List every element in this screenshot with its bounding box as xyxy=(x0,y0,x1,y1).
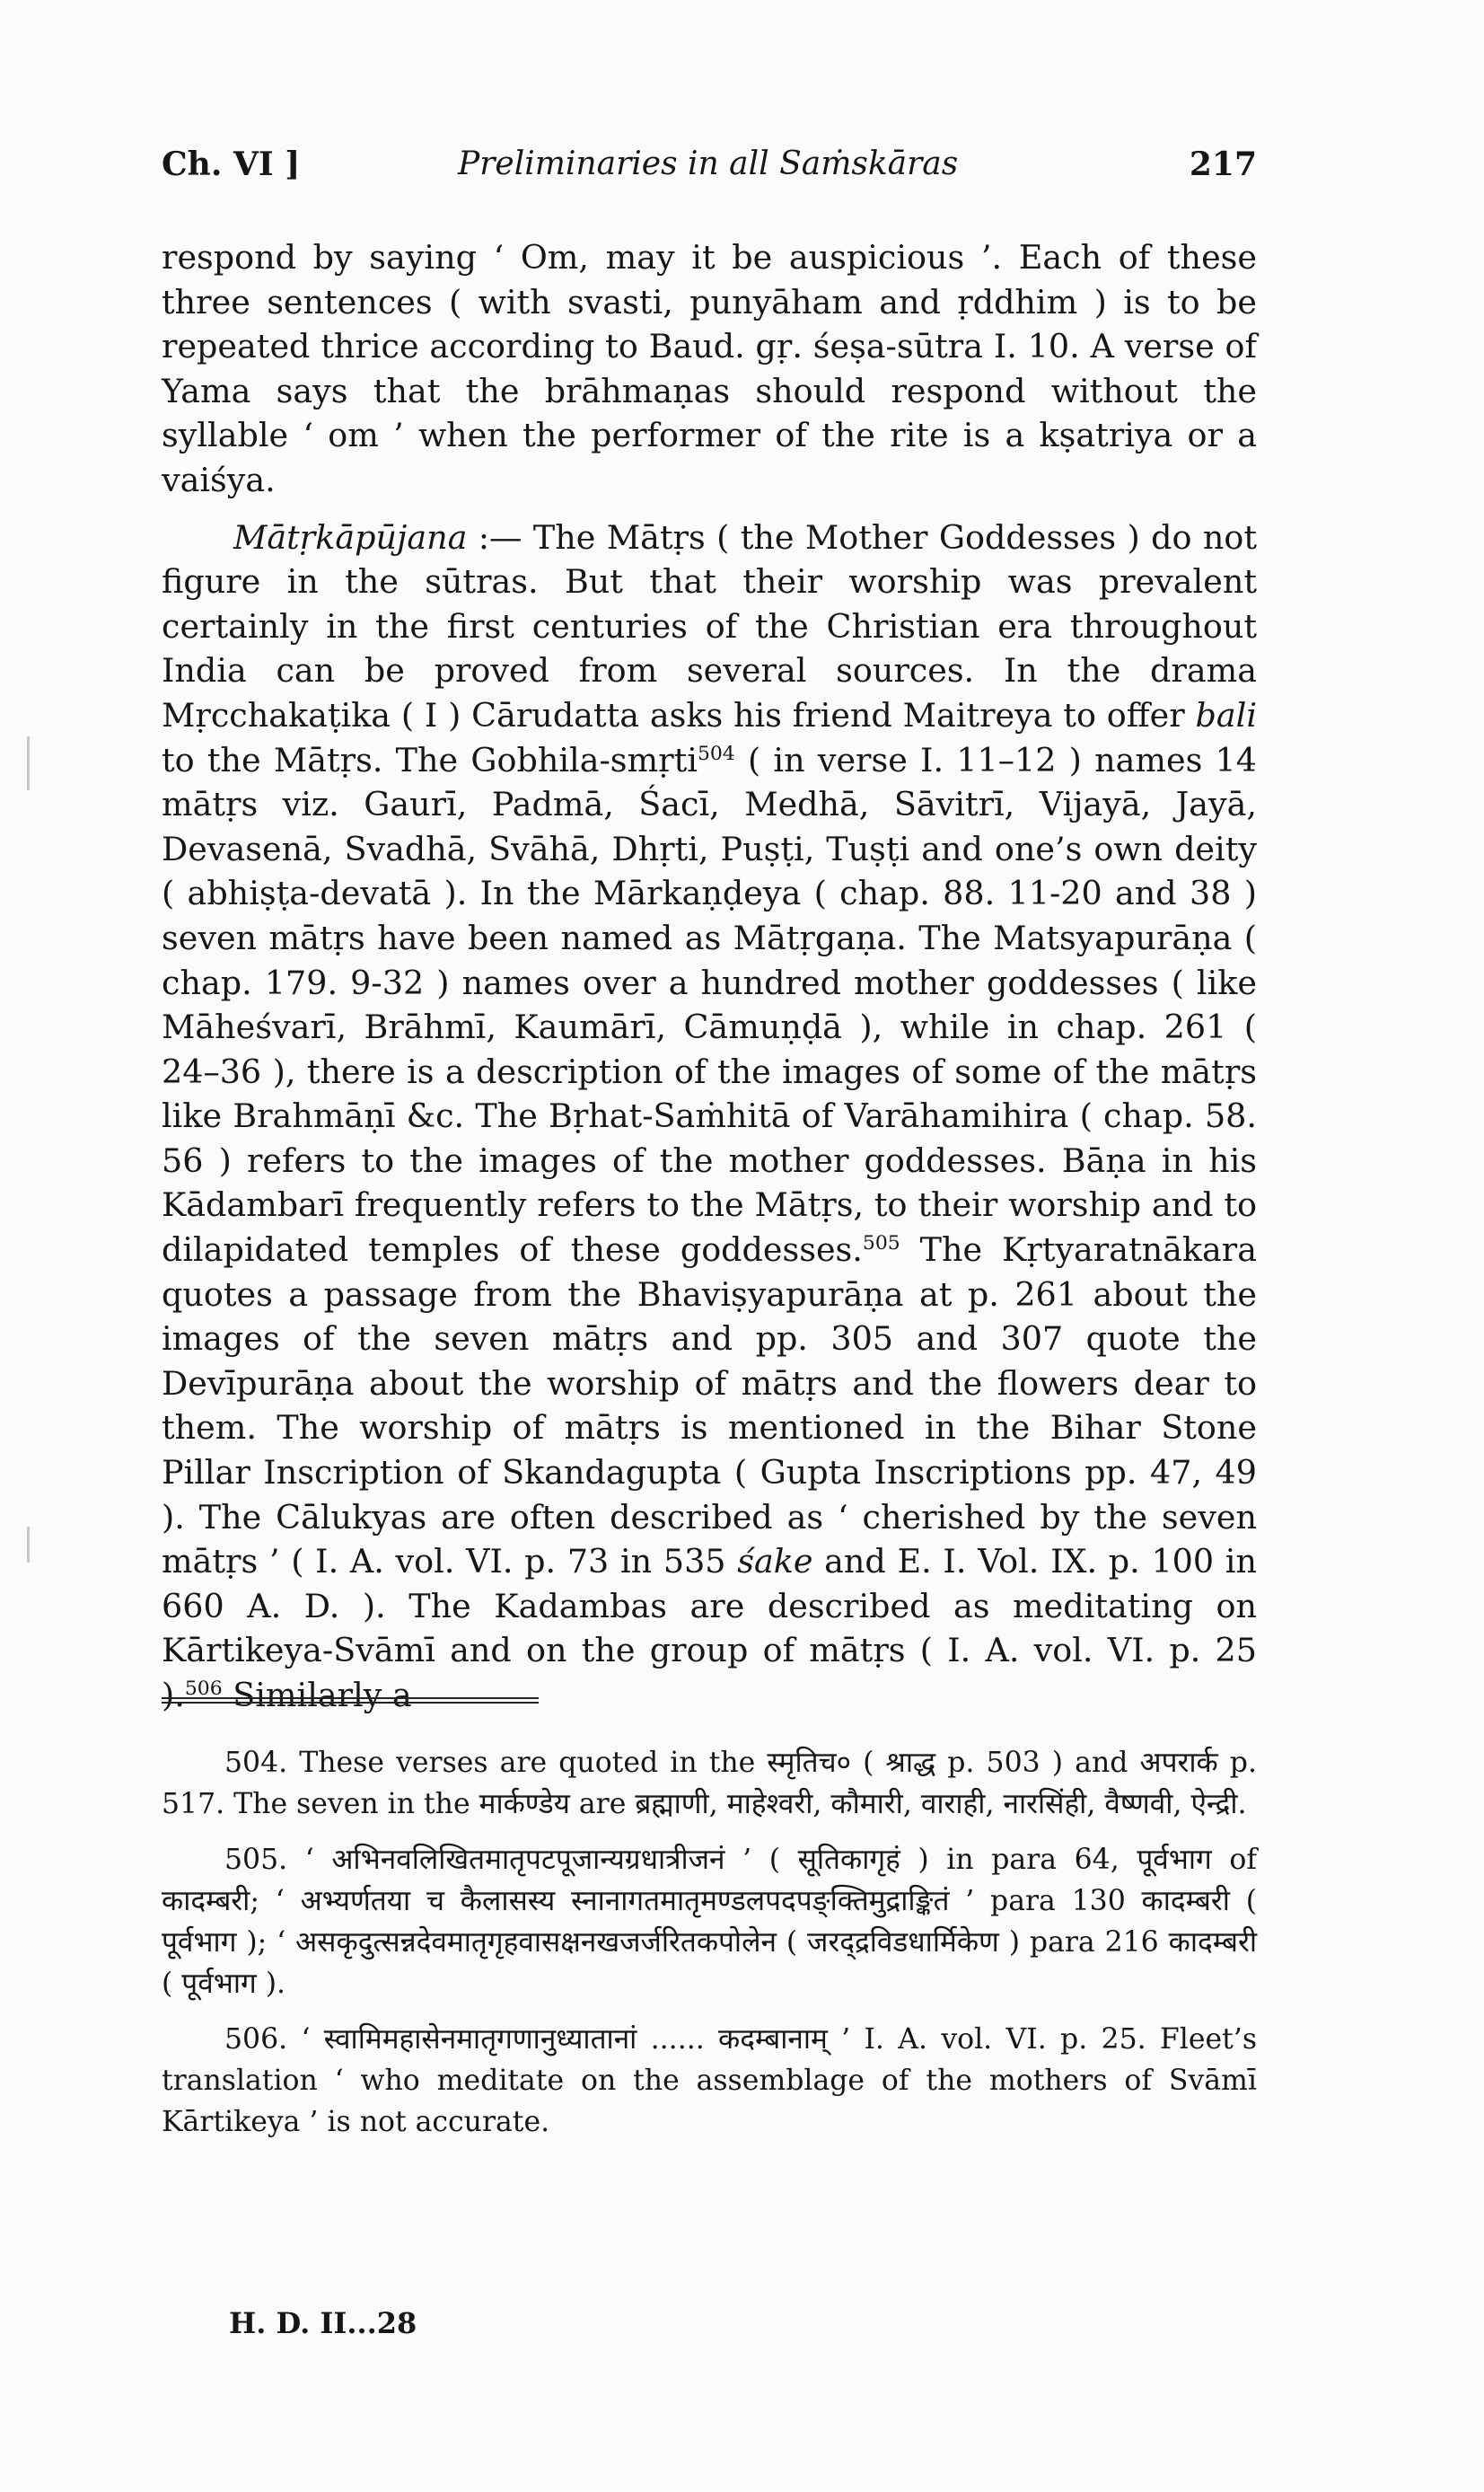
page-number: 217 xyxy=(1189,145,1257,183)
term-bali: bali xyxy=(1195,695,1257,735)
footnote-506: 506. ‘ स्वामिमहासेनमातृगणानुध्यातानां ...... कदम्बानाम् ’ I. A. vol. VI. p. 25. Fleet’s translation ‘ who meditate on the assemblage of the mothers of Svāmī Kārtikeya ’ is not accurate. xyxy=(162,2023,1257,2138)
text-run: to the Mātṛs. The Gobhila-smṛti xyxy=(162,740,698,779)
term-sake: śake xyxy=(737,1542,813,1581)
paragraph-2 xyxy=(162,515,1257,1718)
paragraph-1: respond by saying ‘ Om, may it be auspicious ’. Each of these three sentences ( with svasti, punyāham and ṛddhim ) is to be repeated thrice according to Baud. gṛ. śeṣa-sūtra I. 10. A verse of Yama says that the brāhmaṇas should respond without the syllable ‘ om ’ when the performer of the rite is a kṣatriya or a vaiśya. xyxy=(162,238,1257,499)
footnote-divider xyxy=(162,1697,539,1704)
left-margin-mark xyxy=(27,736,30,790)
left-margin-mark xyxy=(27,1527,30,1563)
term-matrkapujana: Mātṛkāpūjana xyxy=(233,517,468,557)
running-head xyxy=(162,145,1257,196)
text-run: :— The Mātṛs ( the Mother Goddesses ) do not figure in the sūtras. But that their worship was prevalent certainly in the first centuries of the Christian era throughout India can be proved from several sources. In the drama Mṛcchakaṭika ( I ) Cārudatta asks his friend Maitreya to offer xyxy=(162,517,1257,735)
footnote-ref-504[interactable]: 504 xyxy=(697,742,735,765)
footnote-505: 505. ‘ अभिनवलिखितमातृपटपूजान्यग्रधात्रीजनं ’ ( सूतिकागृहं ) in para 64, पूर्वभाग of कादम्बरी; ‘ अभ्यर्णतया च कैलासस्य स्नानागतमातृमण्डलपदपङ्क्तिमुद्राङ्कितं ’ para 130 कादम्बरी ( पूर्वभाग ); ‘ असकृदुत्सन्नदेवमातृगृहवासक्षनखजर्जरितकपोलेन ( जरद्द्रविडधार्मिकेण ) para 216 कादम्बरी ( पूर्वभाग ). xyxy=(162,1844,1257,2000)
text-run: The Kṛtyaratnākara quotes a passage from the Bhaviṣyapurāṇa at p. 261 about the images of the seven mātṛs and pp. 305 and 307 quote the Devīpurāṇa about the worship of mātṛs and the flowers dear to them. The worship of mātṛs is mentioned in the Bihar Stone Pillar Inscription of Skandagupta ( Gupta Inscriptions pp. 47, 49 ). The Cālukyas are often described as ‘ cherished by the seven mātṛs ’ ( I. A. vol. VI. p. 73 in 535 xyxy=(162,1230,1257,1581)
text-run: ( in verse I. 11–12 ) names 14 mātṛs viz. Gaurī, Padmā, Śacī, Medhā, Sāvitrī, Vijayā, Jayā, Devasenā, Svadhā, Svāhā, Dhṛti, Puṣṭi, Tuṣṭi and one’s own deity ( abhiṣṭa-devatā ). In the Mārkaṇḍeya ( chap. 88. 11-20 and 38 ) seven mātṛs have been named as Mātṛgaṇa. The Matsyapurāṇa ( chap. 179. 9-32 ) names over a hundred mother goddesses ( like Māheśvarī, Brāhmī, Kaumārī, Cāmuṇḍā ), while in chap. 261 ( 24–36 ), there is a description of the images of some of the mātṛs like Brahmāṇī &c. The Bṛhat-Saṁhitā of Varāhamihira ( chap. 58. 56 ) refers to the images of the mother goddesses. Bāṇa in his Kādambarī frequently refers to the Mātṛs, to their worship and to dilapidated temples of these goddesses. xyxy=(162,740,1257,1270)
text-run: and E. I. Vol. IX. p. 100 in 660 A. D. ). The Kadambas are described as meditating on Kārtikeya-Svāmī and on the group of mātṛs ( I. A. vol. VI. p. 25 ). xyxy=(162,1542,1257,1714)
text-run: Similarly a xyxy=(222,1676,412,1714)
footnote-504: 504. These verses are quoted in the स्मृतिच० ( श्राद्ध p. 503 ) and अपरार्क p. 517. The seven in the मार्कण्डेय are ब्रह्माणी, माहेश्वरी, कौमारी, वाराही, नारसिंही, वैष्णवी, ऐन्द्री. xyxy=(162,1747,1257,1820)
running-title: Preliminaries in all Saṁskāras xyxy=(458,145,959,182)
main-text xyxy=(162,235,1257,1718)
footnote-ref-505[interactable]: 505 xyxy=(862,1231,900,1255)
footnotes xyxy=(162,1742,1257,2157)
chapter-label: Ch. VI ] xyxy=(162,145,301,183)
footnote-ref-506[interactable]: 506 xyxy=(184,1677,223,1700)
signature-mark: H. D. II...28 xyxy=(229,2306,417,2340)
